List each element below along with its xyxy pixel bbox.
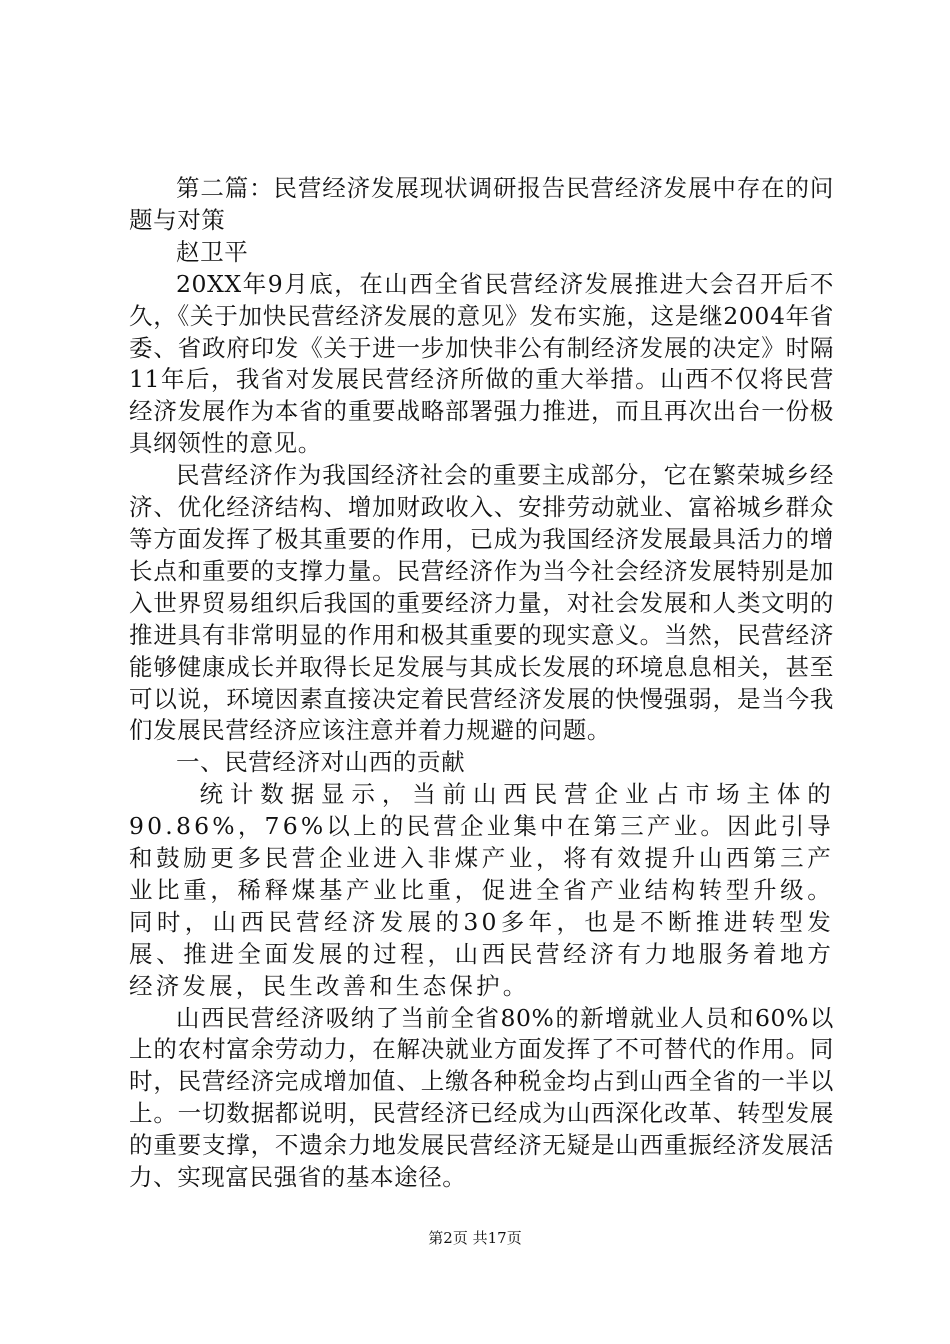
- document-body: [129, 173, 834, 1194]
- paragraph-section-1: 统计数据显示，当前山西民营企业占市场主体的90.86%，76%以上的民营企业集中在第三产业。因此引导和鼓励更多民营企业进入非煤产业，将有效提升山西第三产业比重，稀释煤基产业比重，促进全省产业结构转型升级。同时，山西民营经济发展的30多年，也是不断推进转型发展、推进全面发展的过程，山西民营经济有力地服务着地方经济发展，民生改善和生态保护。: [129, 780, 834, 1000]
- section-heading: 一、民营经济对山西的贡献: [176, 748, 466, 777]
- document-author: 赵卫平: [176, 237, 249, 266]
- paragraph-section-2: 山西民营经济吸纳了当前全省80%的新增就业人员和60%以上的农村富余劳动力，在解决就业方面发挥了不可替代的作用。同时，民营经济完成增加值、上缴各种税金均占到山西全省的一半以上。一切数据都说明，民营经济已经成为山西深化改革、转型发展的重要支撑，不遗余力地发展民营经济无疑是山西重振经济发展活力、实现富民强省的基本途径。: [129, 1003, 834, 1192]
- paragraph-intro-1: 20XX年9月底，在山西全省民营经济发展推进大会召开后不久，《关于加快民营经济发展的意见》发布实施，这是继2004年省委、省政府印发《关于进一步加快非公有制经济发展的决定》时隔11年后，我省对发展民营经济所做的重大举措。山西不仅将民营经济发展作为本省的重要战略部署强力推进，而且再次出台一份极具纲领性的意见。: [129, 269, 834, 458]
- page-number-footer: 第2页 共17页: [428, 1229, 522, 1247]
- paragraph-intro-2: 民营经济作为我国经济社会的重要主成部分，它在繁荣城乡经济、优化经济结构、增加财政收入、安排劳动就业、富裕城乡群众等方面发挥了极其重要的作用，已成为我国经济发展最具活力的增长点和重要的支撑力量。民营经济作为当今社会经济发展特别是加入世界贸易组织后我国的重要经济力量，对社会发展和人类文明的推进具有非常明显的作用和极其重要的现实意义。当然，民营经济能够健康成长并取得长足发展与其成长发展的环境息息相关，甚至可以说，环境因素直接决定着民营经济发展的快慢强弱，是当今我们发展民营经济应该注意并着力规避的问题。: [129, 461, 834, 745]
- document-title: 第二篇：民营经济发展现状调研报告民营经济发展中存在的问题与对策: [129, 174, 834, 234]
